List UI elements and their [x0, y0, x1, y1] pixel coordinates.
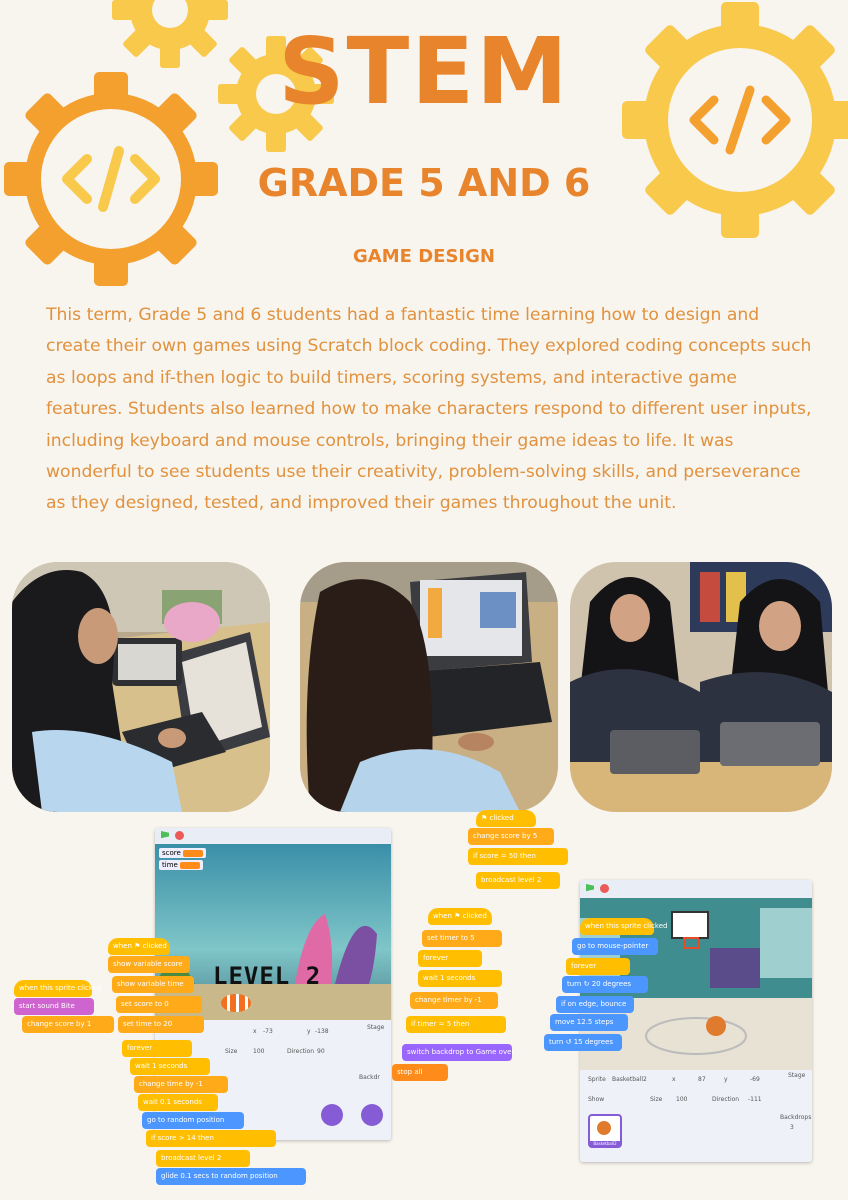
page-title: STEM: [278, 18, 570, 125]
grade-heading: GRADE 5 AND 6: [257, 161, 591, 205]
section-heading: GAME DESIGN: [353, 246, 495, 267]
green-flag-icon[interactable]: [161, 831, 169, 840]
stop-icon[interactable]: [175, 831, 184, 840]
sprite-thumbnail[interactable]: Basketball2: [588, 1114, 622, 1148]
add-backdrop-icon[interactable]: [361, 1104, 383, 1126]
coral-reef: [155, 844, 391, 1020]
sprite-info-panel: x -73 y -138 Size 100 Direction 90 Stage Backdr: [155, 1020, 391, 1140]
photo-student-2: [300, 562, 558, 812]
photo-student-3: [570, 562, 832, 812]
clownfish-sprite: [221, 994, 251, 1012]
add-sprite-icon[interactable]: [321, 1104, 343, 1126]
game-stage: [155, 844, 391, 1020]
stop-icon[interactable]: [600, 884, 609, 893]
score-monitor: score: [159, 848, 206, 858]
level-text: LEVEL 2: [213, 962, 322, 990]
photo-student-1: [12, 562, 270, 812]
sprite-panel: Sprite Basketball2 x 87 y -69 Show Size 100 Direction -111 Stage Backdrops 3 Basketball2: [580, 1070, 812, 1162]
body-paragraph: This term, Grade 5 and 6 students had a fantastic time learning how to design and create their own games using Scratch block coding. They explored coding concepts such as loops and if-then logic to build timers, scoring systems, and interactive game features. Students also learned how to make characters respond to different user inputs, including keyboard and mouse controls, bringing their game ideas to life. It was wonderful to see students use their creativity, problem-solving skills, and perseverance as they designed, tested, and improved their games throughout the unit.: [46, 305, 812, 514]
time-monitor: time: [159, 860, 203, 870]
green-flag-icon[interactable]: [586, 884, 594, 893]
